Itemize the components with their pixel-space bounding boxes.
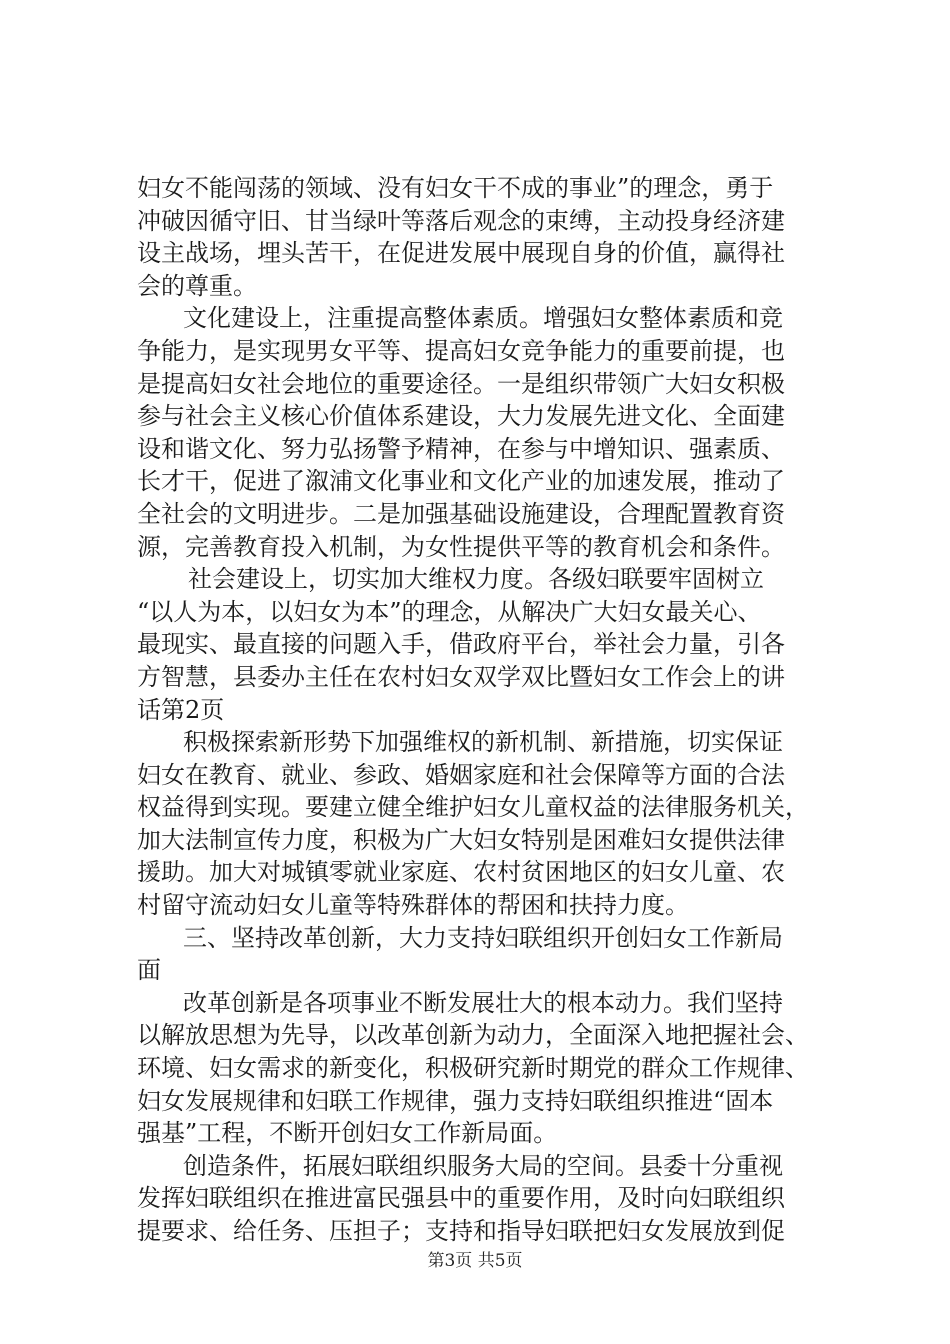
- text-line: 改革创新是各项事业不断发展壮大的根本动力。我们坚持: [183, 988, 783, 1017]
- text-line: 权益得到实现。要建立健全维护妇女儿童权益的法律服务机关，: [137, 793, 809, 822]
- page-footer: 第3页 共5页: [427, 1251, 523, 1271]
- text-line: 设主战场，埋头苦干，在促进发展中展现自身的价值，赢得社: [137, 239, 785, 268]
- text-line: 村留守流动妇女儿童等特殊群体的帮困和扶持力度。: [137, 891, 689, 920]
- text-line: 提要求、给任务、压担子；支持和指导妇联把妇女发展放到促: [137, 1217, 785, 1245]
- text-line: 社会建设上，切实加大维权力度。各级妇联要牢固树立: [188, 565, 764, 594]
- text-line: 最现实、最直接的问题入手，借政府平台，举社会力量，引各: [137, 630, 785, 659]
- text-line: 三、坚持改革创新，大力支持妇联组织开创妇女工作新局: [183, 923, 783, 952]
- text-line: 妇女发展规律和妇联工作规律，强力支持妇联组织推进“固本: [137, 1086, 774, 1115]
- text-line: 文化建设上，注重提高整体素质。增强妇女整体素质和竞: [183, 304, 783, 333]
- text-line: 是提高妇女社会地位的重要途径。一是组织带领广大妇女积极: [137, 369, 785, 398]
- text-line: 以解放思想为先导，以改革创新为动力，全面深入地把握社会、: [137, 1021, 809, 1050]
- text-line: 面: [137, 956, 161, 985]
- text-line: 加大法制宣传力度，积极为广大妇女特别是困难妇女提供法律: [137, 825, 785, 854]
- document-body: [137, 172, 837, 1248]
- text-line: 争能力，是实现男女平等、提高妇女竞争能力的重要前提，也: [137, 336, 785, 365]
- text-line: 长才干，促进了溆浦文化事业和文化产业的加速发展，推动了: [137, 467, 785, 496]
- text-line: 设和谐文化、努力弘扬警予精神，在参与中增知识、强素质、: [137, 434, 785, 463]
- text-line: 创造条件，拓展妇联组织服务大局的空间。县委十分重视: [183, 1151, 783, 1180]
- text-line: 源，完善教育投入机制，为女性提供平等的教育机会和条件。: [137, 532, 785, 561]
- text-line: 冲破因循守旧、甘当绿叶等落后观念的束缚，主动投身经济建: [137, 206, 785, 235]
- text-line: 方智慧，县委办主任在农村妇女双学双比暨妇女工作会上的讲: [137, 662, 785, 691]
- text-line: 发挥妇联组织在推进富民强县中的重要作用，及时向妇联组织: [137, 1184, 785, 1213]
- text-line: 妇女在教育、就业、参政、婚姻家庭和社会保障等方面的合法: [137, 760, 785, 789]
- text-line: 环境、妇女需求的新变化，积极研究新时期党的群众工作规律、: [137, 1054, 809, 1083]
- text-line: 强基”工程，不断开创妇女工作新局面。: [137, 1119, 558, 1148]
- text-line: 积极探索新形势下加强维权的新机制、新措施，切实保证: [183, 728, 783, 757]
- text-line: 会的尊重。: [137, 271, 257, 300]
- text-line: 援助。加大对城镇零就业家庭、农村贫困地区的妇女儿童、农: [137, 858, 785, 887]
- text-line: 话第2页: [137, 695, 225, 724]
- text-line: 参与社会主义核心价值体系建设，大力发展先进文化、全面建: [137, 402, 785, 431]
- text-line: 全社会的文明进步。二是加强基础设施建设，合理配置教育资: [137, 499, 785, 528]
- text-line: “以人为本，以妇女为本”的理念，从解决广大妇女最关心、: [137, 597, 762, 626]
- text-line: 妇女不能闯荡的领域、没有妇女干不成的事业”的理念，勇于: [137, 174, 774, 202]
